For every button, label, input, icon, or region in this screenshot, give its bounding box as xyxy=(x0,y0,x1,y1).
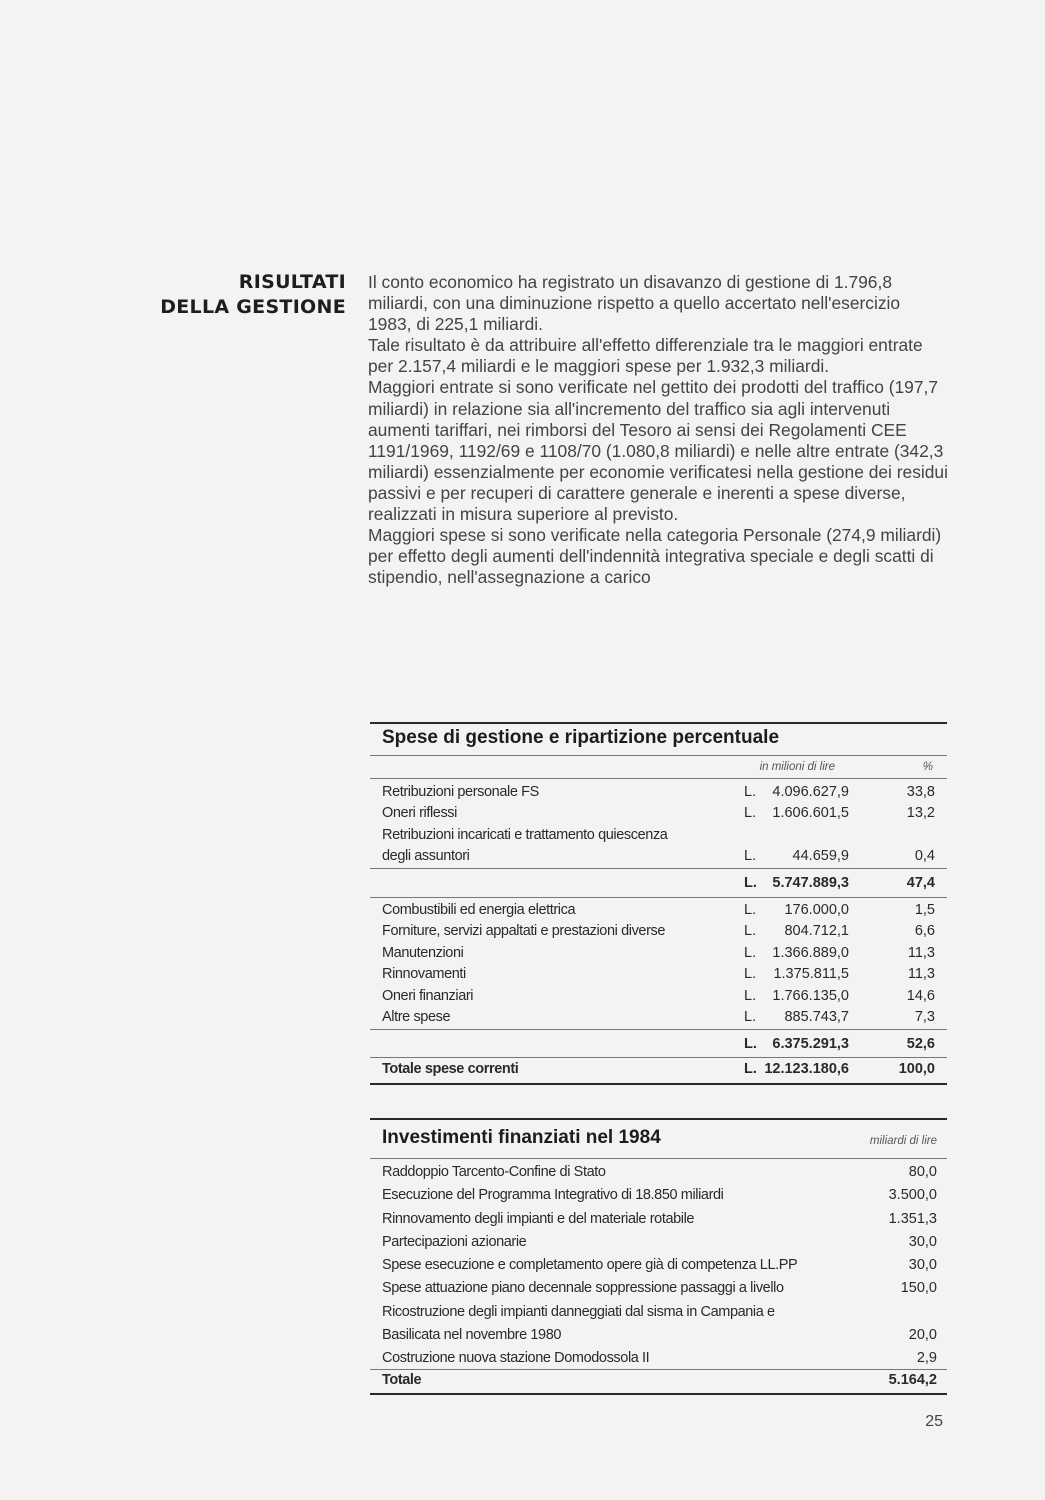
investments-rows xyxy=(370,1161,947,1371)
section-heading xyxy=(80,270,346,320)
pct-header: % xyxy=(922,761,933,773)
paragraph: Maggiori spese si sono verificate nella categoria Personale (274,9 miliardi) per effetto degli aumenti dell'indennità integrativa speciale e degli scatti di stipendio, nell'assegnazione a carico xyxy=(368,525,942,588)
table-row: Manutenzioni L. 1.366.889,0 11,3 xyxy=(382,944,935,961)
table-row: Basilicata nel novembre 1980 20,0 xyxy=(382,1327,937,1344)
table-row: Oneri finanziari L. 1.766.135,0 14,6 xyxy=(382,987,935,1004)
page-number: 25 xyxy=(925,1413,943,1430)
unit-label: in milioni di lire xyxy=(759,761,835,773)
expenses-group-1 xyxy=(370,782,947,868)
subtotal-row: L. 5.747.889,3 47,4 xyxy=(744,875,935,891)
paragraph: Maggiori entrate si sono verificate nel gettito dei prodotti del traffico (197,7 miliardi) in relazione sia all'incremento del traffico sia agli intervenuti aumenti tariffari, nei rimborsi del Tesoro ai sensi dei Regolamenti CEE 1191/1969, 1192/69 e 1108/70 (1.080,8 miliardi) e nelle altre entrate (342,3 miliardi) essenzialmente per economie verificatesi nella gestione dei residui passivi e per recuperi di carattere generale e inerenti a spese diverse, realizzati in misura superiore al previsto. xyxy=(368,377,948,525)
table-row: Partecipazioni azionarie 30,0 xyxy=(382,1233,937,1250)
paragraph: Il conto economico ha registrato un disavanzo di gestione di 1.796,8 miliardi, con una diminuzione rispetto a quello accertato nell'esercizio 1983, di 225,1 miliardi. xyxy=(368,272,901,335)
table-row: Rinnovamento degli impianti e del materiale rotabile 1.351,3 xyxy=(382,1210,937,1227)
table-row: Retribuzioni incaricati e trattamento quiescenza xyxy=(382,826,668,843)
expenses-table-title: Spese di gestione e ripartizione percentuale xyxy=(382,727,780,748)
subtotal-row: L. 6.375.291,3 52,6 xyxy=(744,1036,935,1052)
total-row: Totale spese correnti L. 12.123.180,6 100,0 xyxy=(382,1061,935,1077)
table-row: Esecuzione del Programma Integrativo di 18.850 miliardi 3.500,0 xyxy=(382,1187,937,1204)
paragraph: Tale risultato è da attribuire all'effetto differenziale tra le maggiori entrate per 2.157,4 miliardi e le maggiori spese per 1.932,3 miliardi. xyxy=(368,335,923,377)
table-row: Spese esecuzione e completamento opere già di competenza LL.PP 30,0 xyxy=(382,1257,937,1274)
table-row: Raddoppio Tarcento-Confine di Stato 80,0 xyxy=(382,1164,937,1180)
table-row: Forniture, servizi appaltati e prestazioni diverse L. 804.712,1 6,6 xyxy=(382,923,935,940)
table-row: Ricostruzione degli impianti danneggiati dal sisma in Campania e xyxy=(382,1303,775,1320)
table-row: Oneri riflessi L. 1.606.601,5 13,2 xyxy=(382,805,935,822)
body-text xyxy=(368,272,948,588)
section-heading-line2: DELLA GESTIONE xyxy=(160,296,346,318)
expenses-table-header xyxy=(370,756,947,778)
investments-table-title: Investimenti finanziati nel 1984 xyxy=(382,1127,661,1148)
table-row: Spese attuazione piano decennale soppressione passaggi a livello 150,0 xyxy=(382,1280,937,1297)
total-row: Totale 5.164,2 xyxy=(382,1372,937,1388)
table-row: Altre spese L. 885.743,7 7,3 xyxy=(382,1008,935,1025)
table-row: Rinnovamenti L. 1.375.811,5 11,3 xyxy=(382,966,935,983)
expenses-group-2 xyxy=(370,900,947,1028)
table-row: Combustibili ed energia elettrica L. 176.000,0 1,5 xyxy=(382,902,935,918)
table-row: Costruzione nuova stazione Domodossola II 2,9 xyxy=(382,1350,937,1367)
table-row: Retribuzioni personale FS L. 4.096.627,9 33,8 xyxy=(382,784,935,800)
section-heading-line1: RISULTATI xyxy=(238,271,346,293)
investments-unit-label: miliardi di lire xyxy=(869,1135,937,1147)
table-row: degli assuntori L. 44.659,9 0,4 xyxy=(382,848,935,865)
